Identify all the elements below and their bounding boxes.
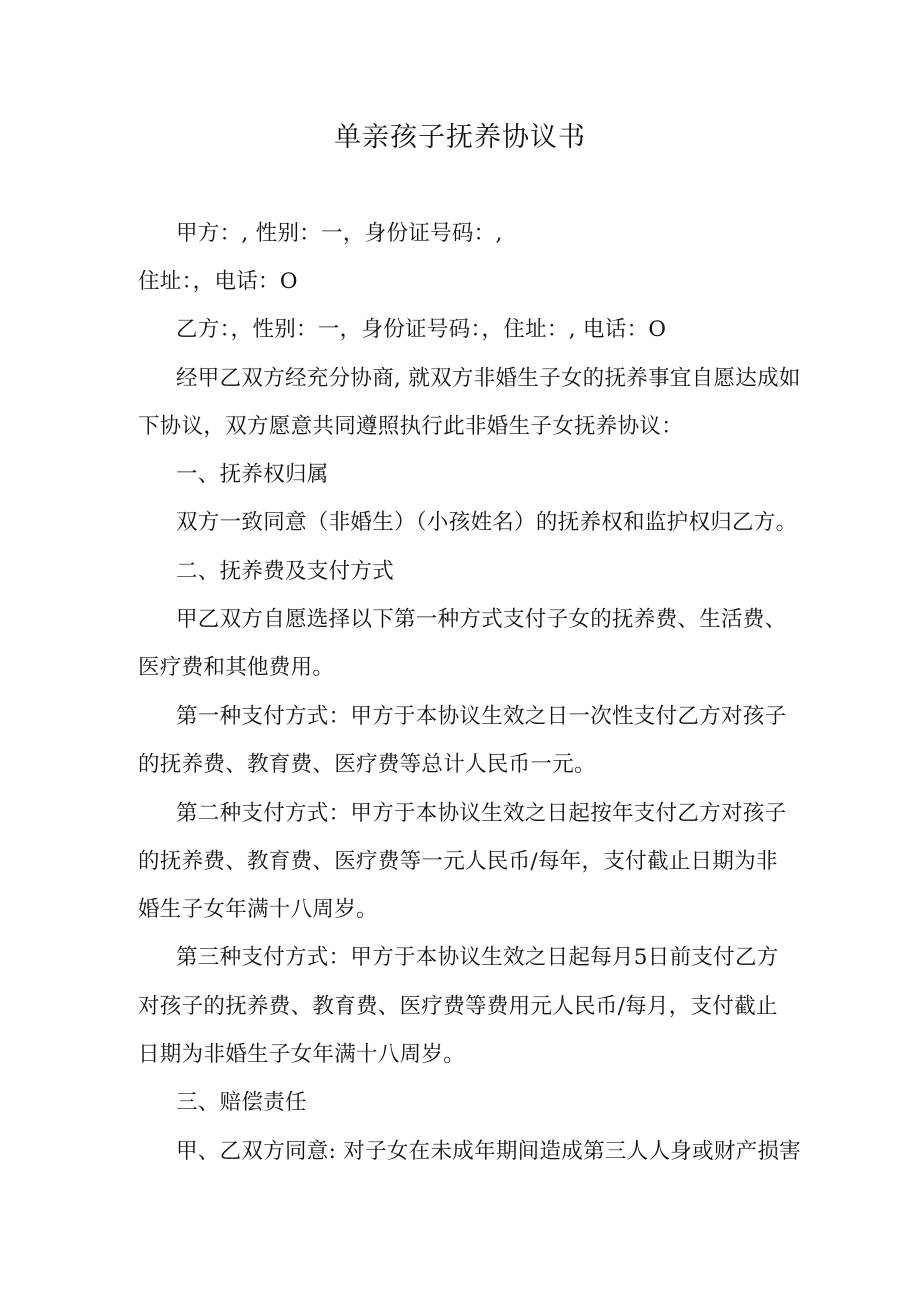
party-a-line: 甲方：, 性别：一，身份证号码：, xyxy=(176,221,503,246)
section-3-heading: 三、赔偿责任 xyxy=(176,1090,307,1115)
section-3-paragraph-line-1: 甲、乙双方同意: 对子女在未成年期间造成第三人人身或财产损害 xyxy=(176,1139,802,1164)
section-2-heading: 二、抚养费及支付方式 xyxy=(176,559,395,584)
payment-method-2-line-1: 第二种支付方式：甲方于本协议生效之日起按年支付乙方对孩子 xyxy=(176,801,787,826)
payment-method-1-line-2: 的抚养费、教育费、医疗费等总计人民币一元。 xyxy=(138,752,596,777)
intro-paragraph-line-1: 经甲乙双方经充分协商, 就双方非婚生子女的抚养事宜自愿达成如 xyxy=(176,366,801,391)
party-a-address-line: 住址：，电话：O xyxy=(138,269,298,294)
section-1-paragraph: 双方一致同意（非婚生）（小孩姓名）的抚养权和监护权归乙方。 xyxy=(176,510,798,535)
payment-method-3-line-1: 第三种支付方式：甲方于本协议生效之日起每月5日前支付乙方 xyxy=(176,945,779,970)
intro-paragraph-line-2: 下协议，双方愿意共同遵照执行此非婚生子女抚养协议： xyxy=(138,414,684,439)
section-2-paragraph-line-1: 甲乙双方自愿选择以下第一种方式支付子女的抚养费、生活费、 xyxy=(176,607,787,632)
payment-method-2-line-3: 婚生子女年满十八周岁。 xyxy=(138,897,378,922)
payment-method-3-line-2: 对孩子的抚养费、教育费、医疗费等费用元人民币/每月，支付截止 xyxy=(138,994,778,1019)
document-title: 单亲孩子抚养协议书 xyxy=(334,122,586,153)
payment-method-1-line-1: 第一种支付方式：甲方于本协议生效之日一次性支付乙方对孩子 xyxy=(176,704,787,729)
payment-method-2-line-2: 的抚养费、教育费、医疗费等一元人民币/每年，支付截止日期为非 xyxy=(138,849,778,874)
section-2-paragraph-line-2: 医疗费和其他费用。 xyxy=(138,655,335,680)
payment-method-3-line-3: 日期为非婚生子女年满十八周岁。 xyxy=(138,1042,466,1067)
section-1-heading: 一、抚养权归属 xyxy=(176,462,329,487)
party-b-line: 乙方：，性别：一，身份证号码：，住址：, 电话：O xyxy=(176,317,667,342)
